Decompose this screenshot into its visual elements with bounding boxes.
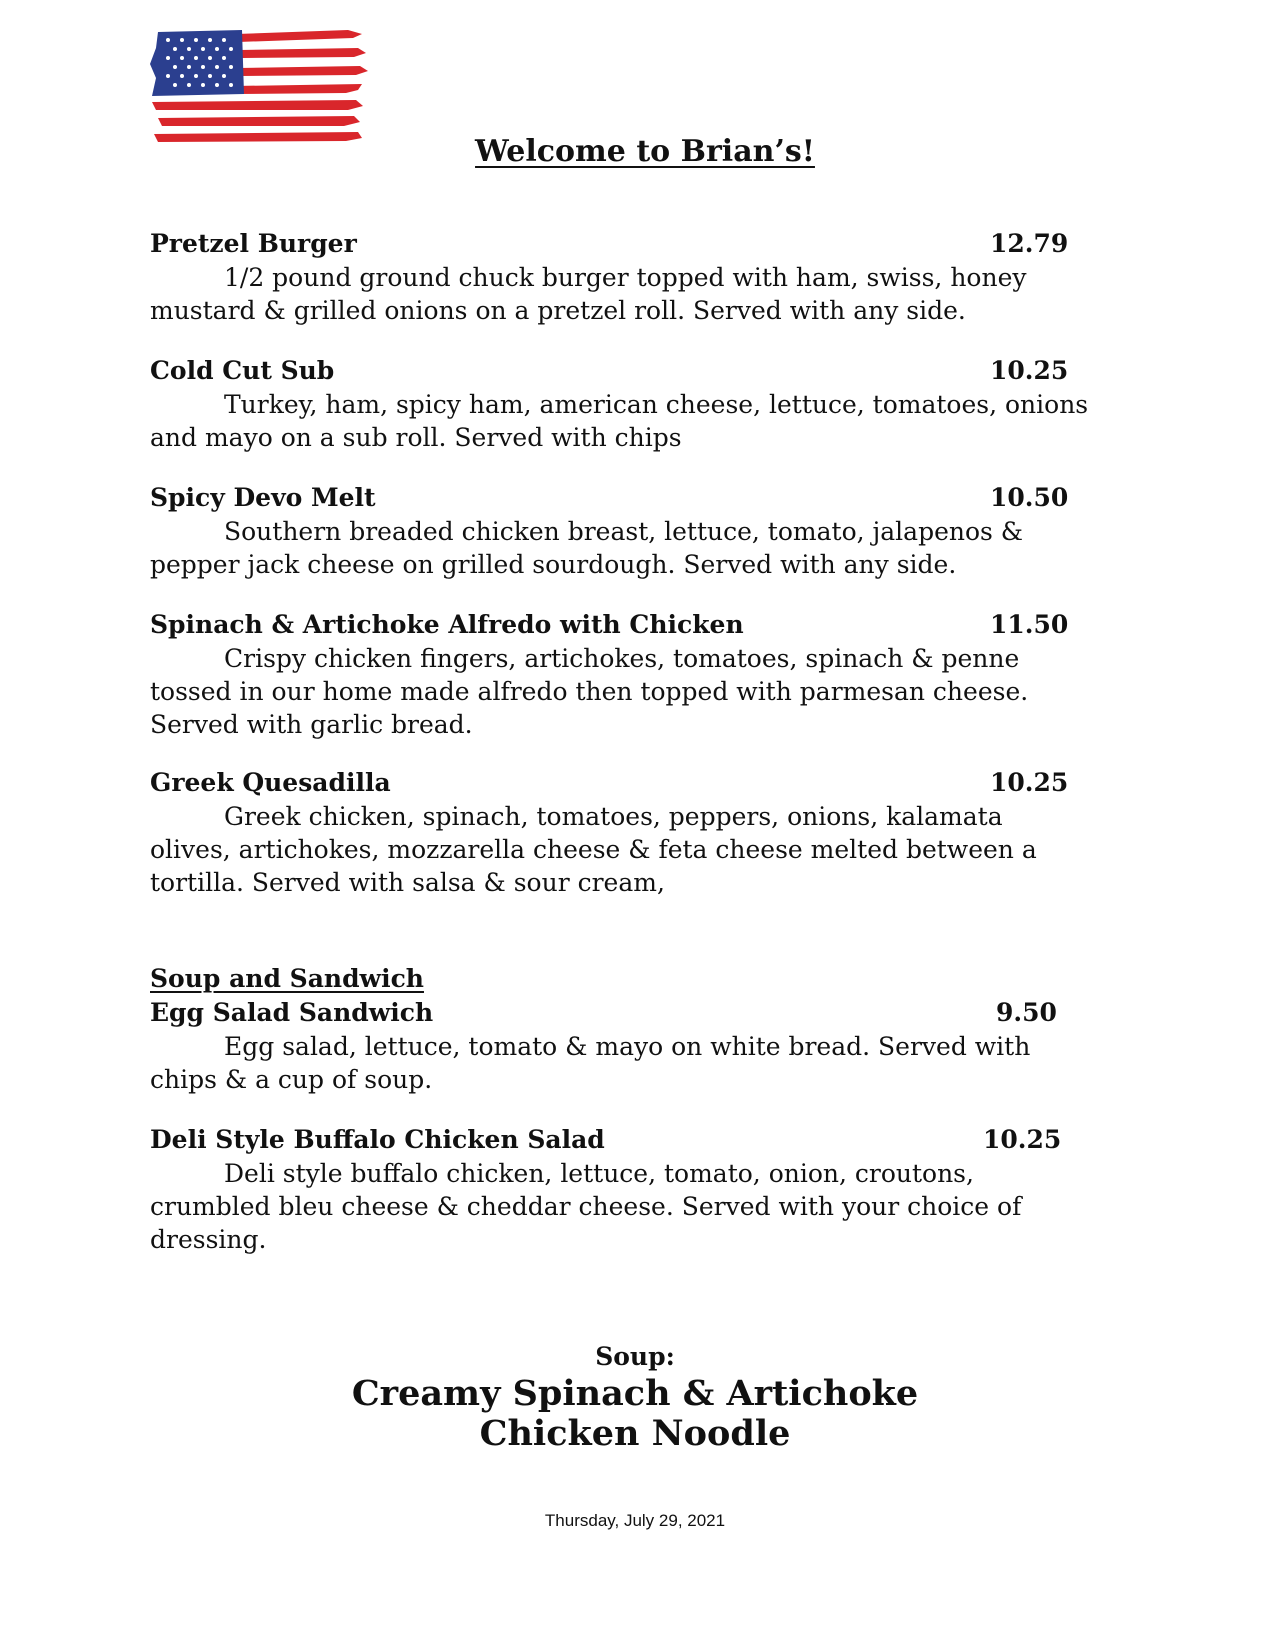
item-price: 10.25 bbox=[990, 768, 1069, 797]
item-price: 12.79 bbox=[990, 229, 1069, 258]
menu-item bbox=[150, 1123, 1110, 1256]
menu-item bbox=[150, 608, 1110, 741]
item-price: 10.50 bbox=[990, 483, 1069, 512]
soup-name: Creamy Spinach & Artichoke bbox=[351, 1373, 919, 1414]
menu-item bbox=[150, 354, 1110, 454]
item-description: Southern breaded chicken breast, lettuce, tomato, jalapenos & pepper jack cheese on grilled sourdough. Served with any side. bbox=[150, 517, 1024, 579]
item-description: Egg salad, lettuce, tomato & mayo on white bread. Served with chips & a cup of soup. bbox=[150, 1032, 1031, 1094]
item-price: 10.25 bbox=[990, 356, 1069, 385]
item-name: Spinach & Artichoke Alfredo with Chicken bbox=[150, 610, 744, 639]
item-name: Egg Salad Sandwich bbox=[150, 998, 434, 1027]
soup-label: Soup: bbox=[595, 1342, 675, 1371]
menu-item bbox=[150, 996, 1110, 1096]
menu-date: Thursday, July 29, 2021 bbox=[544, 1511, 726, 1530]
item-description: Turkey, ham, spicy ham, american cheese, lettuce, tomatoes, onions and mayo on a sub roll. Served with chips bbox=[150, 390, 1089, 452]
soup-of-the-day bbox=[0, 1340, 1270, 1454]
item-name: Deli Style Buffalo Chicken Salad bbox=[150, 1125, 605, 1154]
american-flag-icon bbox=[148, 28, 370, 146]
item-name: Greek Quesadilla bbox=[150, 768, 391, 797]
item-name: Cold Cut Sub bbox=[150, 356, 335, 385]
item-description: Greek chicken, spinach, tomatoes, peppers, onions, kalamata olives, artichokes, mozzarella cheese & feta cheese melted between a tortilla. Served with salsa & sour cream, bbox=[150, 802, 1037, 897]
soup-name: Chicken Noodle bbox=[479, 1413, 791, 1454]
item-name: Spicy Devo Melt bbox=[150, 483, 376, 512]
menu-item bbox=[150, 481, 1110, 581]
menu-item bbox=[150, 766, 1110, 899]
menu-item bbox=[150, 227, 1110, 327]
item-price: 11.50 bbox=[990, 610, 1069, 639]
item-price: 9.50 bbox=[996, 998, 1057, 1027]
item-description: 1/2 pound ground chuck burger topped with ham, swiss, honey mustard & grilled onions on a pretzel roll. Served with any side. bbox=[150, 263, 1027, 325]
item-description: Crispy chicken fingers, artichokes, tomatoes, spinach & penne tossed in our home made alfredo then topped with parmesan cheese. Served with garlic bread. bbox=[150, 644, 1029, 739]
item-description: Deli style buffalo chicken, lettuce, tomato, onion, croutons, crumbled bleu cheese & cheddar cheese. Served with your choice of dressing. bbox=[150, 1159, 1022, 1254]
item-name: Pretzel Burger bbox=[150, 229, 357, 258]
item-price: 10.25 bbox=[983, 1125, 1062, 1154]
section-heading: Soup and Sandwich bbox=[150, 964, 424, 993]
page-title: Welcome to Brian’s! bbox=[475, 134, 815, 169]
